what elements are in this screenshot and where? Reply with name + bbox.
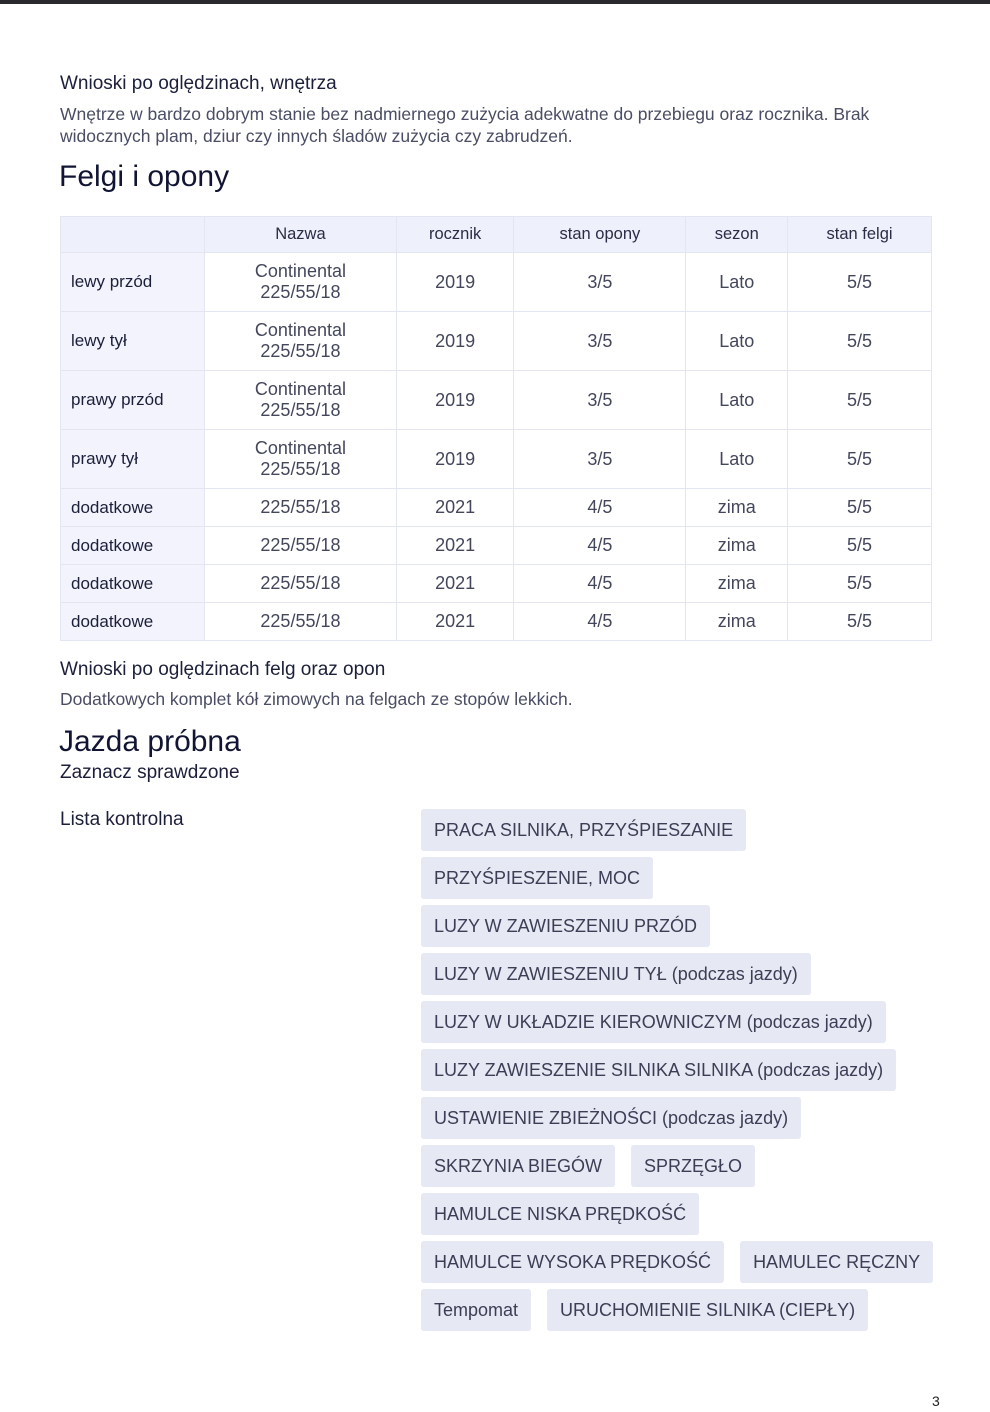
cell-position: dodatkowe <box>61 565 205 603</box>
test-drive-heading: Jazda próbna <box>59 725 241 758</box>
column-header-rim-condition: stan felgi <box>788 217 932 253</box>
chip-row <box>421 953 931 995</box>
cell-rim-condition: 5/5 <box>788 603 932 641</box>
cell-rim-condition: 5/5 <box>788 371 932 430</box>
cell-position: dodatkowe <box>61 527 205 565</box>
cell-season: zima <box>686 603 788 641</box>
cell-name-size: 225/55/18 <box>260 400 341 420</box>
cell-name-brand: Continental <box>254 438 346 458</box>
cell-year: 2021 <box>396 489 513 527</box>
checklist-chip[interactable]: SPRZĘGŁO <box>631 1145 755 1187</box>
cell-tire-condition: 4/5 <box>514 565 686 603</box>
chip-row <box>421 905 931 947</box>
checklist-chips <box>421 809 931 1337</box>
cell-season: Lato <box>686 430 788 489</box>
tires-heading: Felgi i opony <box>59 160 230 193</box>
chip-row <box>421 1193 931 1235</box>
cell-season: Lato <box>686 253 788 312</box>
cell-position: lewy przód <box>61 253 205 312</box>
chip-row <box>421 1289 931 1331</box>
chip-row <box>421 1145 931 1187</box>
cell-tire-condition: 3/5 <box>514 430 686 489</box>
cell-season: zima <box>686 565 788 603</box>
cell-rim-condition: 5/5 <box>788 312 932 371</box>
cell-position: dodatkowe <box>61 489 205 527</box>
cell-season: zima <box>686 527 788 565</box>
column-header-name: Nazwa <box>205 217 397 253</box>
cell-year: 2021 <box>396 603 513 641</box>
cell-season: zima <box>686 489 788 527</box>
cell-rim-condition: 5/5 <box>788 253 932 312</box>
cell-name <box>205 430 397 489</box>
table-header-row <box>61 217 932 253</box>
cell-season: Lato <box>686 312 788 371</box>
cell-name: 225/55/18 <box>205 565 397 603</box>
interior-conclusion-text: Wnętrze w bardzo dobrym stanie bez nadmiernego zużycia adekwatne do przebiegu oraz rocznika. Brak widocznych plam, dziur czy innych śladów zużycia czy zabrudzeń. <box>60 104 870 146</box>
table-row <box>61 603 932 641</box>
table-row <box>61 527 932 565</box>
cell-rim-condition: 5/5 <box>788 489 932 527</box>
column-header <box>61 217 205 253</box>
cell-name: 225/55/18 <box>205 527 397 565</box>
cell-tire-condition: 4/5 <box>514 603 686 641</box>
cell-name: 225/55/18 <box>205 603 397 641</box>
cell-tire-condition: 3/5 <box>514 312 686 371</box>
checklist-chip[interactable]: Tempomat <box>421 1289 531 1331</box>
cell-name-brand: Continental <box>254 379 346 399</box>
cell-tire-condition: 4/5 <box>514 489 686 527</box>
chip-row <box>421 857 931 899</box>
cell-year: 2019 <box>396 371 513 430</box>
top-border <box>0 0 990 4</box>
page-number: 3 <box>932 1393 940 1409</box>
cell-rim-condition: 5/5 <box>788 527 932 565</box>
checklist-chip[interactable]: LUZY ZAWIESZENIE SILNIKA SILNIKA (podczas jazdy) <box>421 1049 896 1091</box>
table-row <box>61 371 932 430</box>
table-row <box>61 430 932 489</box>
cell-name-brand: Continental <box>254 320 346 340</box>
tires-table <box>60 216 932 641</box>
checklist-chip[interactable]: PRZYŚPIESZENIE, MOC <box>421 857 653 899</box>
cell-year: 2019 <box>396 312 513 371</box>
checklist-chip[interactable]: HAMULEC RĘCZNY <box>740 1241 933 1283</box>
cell-name: 225/55/18 <box>205 489 397 527</box>
cell-name-size: 225/55/18 <box>260 282 341 302</box>
checklist-chip[interactable]: HAMULCE NISKA PRĘDKOŚĆ <box>421 1193 699 1235</box>
cell-position: prawy tył <box>61 430 205 489</box>
cell-name <box>205 312 397 371</box>
checklist-chip[interactable]: LUZY W ZAWIESZENIU PRZÓD <box>421 905 710 947</box>
cell-year: 2021 <box>396 565 513 603</box>
checklist-label: Lista kontrolna <box>60 809 184 830</box>
table-row <box>61 253 932 312</box>
chip-row <box>421 1049 931 1091</box>
cell-position: dodatkowe <box>61 603 205 641</box>
checklist-chip[interactable]: URUCHOMIENIE SILNIKA (CIEPŁY) <box>547 1289 868 1331</box>
cell-rim-condition: 5/5 <box>788 430 932 489</box>
tires-conclusion-text: Dodatkowych komplet kół zimowych na felgach ze stopów lekkich. <box>60 689 573 709</box>
cell-season: Lato <box>686 371 788 430</box>
checklist-chip[interactable]: LUZY W ZAWIESZENIU TYŁ (podczas jazdy) <box>421 953 811 995</box>
chip-row <box>421 1241 931 1283</box>
tires-conclusion-title: Wnioski po oględzinach felg oraz opon <box>60 659 386 680</box>
cell-year: 2021 <box>396 527 513 565</box>
table-row <box>61 565 932 603</box>
interior-conclusion-title: Wnioski po oględzinach, wnętrza <box>60 73 337 94</box>
chip-row <box>421 809 931 851</box>
checklist-chip[interactable]: HAMULCE WYSOKA PRĘDKOŚĆ <box>421 1241 724 1283</box>
column-header-year: rocznik <box>396 217 513 253</box>
cell-name-size: 225/55/18 <box>260 459 341 479</box>
cell-name-size: 225/55/18 <box>260 341 341 361</box>
cell-position: prawy przód <box>61 371 205 430</box>
cell-tire-condition: 3/5 <box>514 371 686 430</box>
chip-row <box>421 1001 931 1043</box>
cell-name <box>205 253 397 312</box>
checklist-chip[interactable]: USTAWIENIE ZBIEŻNOŚCI (podczas jazdy) <box>421 1097 801 1139</box>
checklist-chip[interactable]: LUZY W UKŁADZIE KIEROWNICZYM (podczas jazdy) <box>421 1001 886 1043</box>
column-header-tire-condition: stan opony <box>514 217 686 253</box>
cell-tire-condition: 3/5 <box>514 253 686 312</box>
chip-row <box>421 1097 931 1139</box>
column-header-season: sezon <box>686 217 788 253</box>
cell-name-brand: Continental <box>254 261 346 281</box>
checklist-chip[interactable]: PRACA SILNIKA, PRZYŚPIESZANIE <box>421 809 746 851</box>
table-row <box>61 489 932 527</box>
cell-rim-condition: 5/5 <box>788 565 932 603</box>
cell-year: 2019 <box>396 430 513 489</box>
cell-name <box>205 371 397 430</box>
table-row <box>61 312 932 371</box>
cell-year: 2019 <box>396 253 513 312</box>
cell-position: lewy tył <box>61 312 205 371</box>
cell-tire-condition: 4/5 <box>514 527 686 565</box>
checklist-chip[interactable]: SKRZYNIA BIEGÓW <box>421 1145 615 1187</box>
test-drive-subheading: Zaznacz sprawdzone <box>60 762 240 783</box>
